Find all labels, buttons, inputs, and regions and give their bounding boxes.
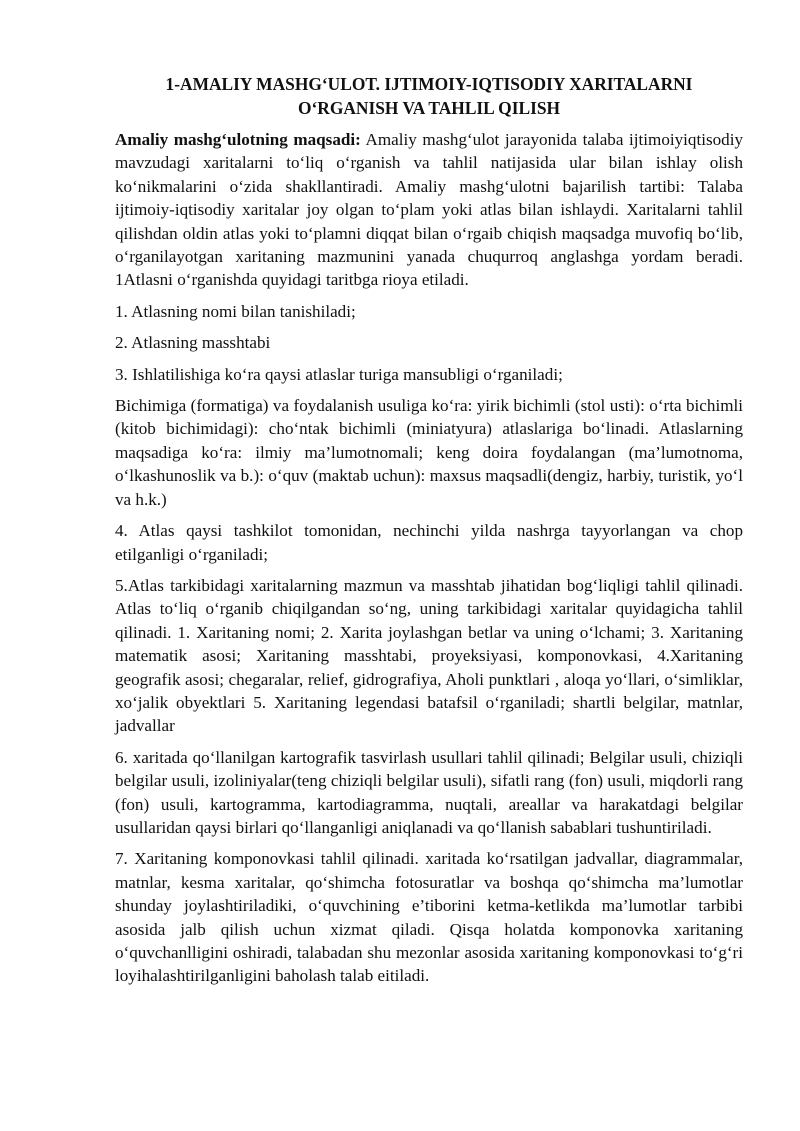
purpose-lead: Amaliy mashg‘ulotning maqsadi: [115, 130, 361, 149]
paragraph-purpose [115, 128, 743, 292]
paragraph-format: Bichimiga (formatiga) va foydalanish usuliga ko‘ra: yirik bichimli (stol usti): o‘rta bichimli (kitob bichimidagi): cho‘ntak bichimli (miniatyura) atlaslariga bo‘linadi. Atlaslarning maqsadiga ko‘ra: ilmiy ma’lumotnomali; keng doira foydalangan (ma’lumotnoma, o‘lkashunoslik va b.): o‘quv (maktab uchun): maxsus maqsadli(dengiz, harbiy, turistik, yo‘l va h.k.) [115, 396, 743, 509]
paragraph-item-5: 5.Atlas tarkibidagi xaritalarning mazmun va masshtab jihatidan bog‘liqligi tahlil qilinadi. Atlas to‘liq o‘rganib chiqilgandan so‘ng, uning tarkibidagi xaritalar quyidagicha tahlil qilinadi. 1. Xaritaning nomi; 2. Xarita joylashgan betlar va uning o‘lchami; 3. Xaritaning matematik asosi; Xaritaning masshtabi, proyeksiyasi, komponovkasi, 4.Xaritaning geografik asosi; chegaralar, relief, gidrografiya, Aholi punktlari , aloqa yo‘llari, o‘simliklar, xo‘jalik obyektlari 5. Xaritaning legendasi batafsil o‘rganiladi; shartli belgilar, matnlar, jadvallar [115, 575, 743, 736]
paragraph-item-7: 7. Xaritaning komponovkasi tahlil qilinadi. xaritada ko‘rsatilgan jadvallar, diagrammalar, matnlar, kesma xaritalar, qo‘shimcha fotosuratlar va boshqa qo‘shimcha ma’lumotlar shunday joylashtiriladiki, o‘quvchining e’tiborini ketma-ketlikda ma’lumotlar tarbibi asosida jalb qilish uchun xizmat qiladi. Qisqa holatda komponovka xaritaning o‘quvchanlligini oshiradi, talabadan shu mezonlar asosida xaritaning komponovkasi to‘g‘ri loyihalashtirilganligini baholash talab eitiladi. [115, 849, 743, 986]
paragraph-item-4: 4. Atlas qaysi tashkilot tomonidan, nechinchi yilda nashrga tayyorlangan va chop etilganligi o‘rganiladi; [115, 521, 743, 564]
title-line-1: 1-AMALIY MASHG‘ULOT. IJTIMOIY-IQTISODIY XARITALARNI [165, 74, 693, 94]
paragraph-item-1: 1. Atlasning nomi bilan tanishiladi; [115, 301, 356, 321]
paragraph-item-2: 2. Atlasning masshtabi [115, 333, 271, 353]
paragraph-item-3: 3. Ishlatilishiga ko‘ra qaysi atlaslar turiga mansubligi o‘rganiladi; [115, 364, 563, 384]
paragraph-item-6: 6. xaritada qo‘llanilgan kartografik tasvirlash usullari tahlil qilinadi; Belgilar usuli, chiziqli belgilar usuli, izoliniyalar(teng chiziqli belgilar usuli), sifatli rang (fon) usuli, miqdorli rang (fon) usuli, kartogramma, kartodiagramma, nuqtali, areallar va harakatdagi belgilar usullaridan qaysi birlari qo‘llanganligi aniqlanadi va qo‘llanish sabablari tushuntiriladi. [115, 747, 743, 837]
page-title [115, 72, 743, 120]
title-line-2: O‘RGANISH VA TAHLIL QILISH [297, 98, 561, 118]
purpose-text: Amaliy mashg‘ulot jarayonida talaba ijtimoiyiqtisodiy mavzudagi xaritalarni to‘liq o‘rganish va tahlil natijasida ular bilan ishlay olish ko‘nikmalarini o‘zida shakllantiradi. Amaliy mashg‘ulotni bajarilish tartibi: Talaba ijtimoiy-iqtisodiy xaritalar joy olgan to‘plam yoki atlas bilan ishlaydi. Xaritalarni tahlil qilishdan oldin atlas yoki to‘plamni diqqat bilan o‘rgaib chiqish maqsadga muvofiq bo‘lib, o‘rganilayotgan xaritaning mazmunini yanada chuqurroq anglashga yordam beradi. 1Atlasni o‘rganishda quyidagi taritbga rioya etiladi. [115, 130, 744, 290]
